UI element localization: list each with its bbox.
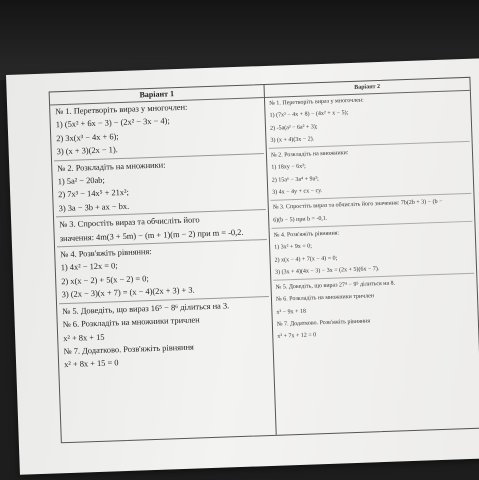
task-2-item-1: 1) 5a² − 20ab;: [57, 175, 105, 187]
task-1-item-2: 2) -5a(a³ − 6a² + 3);: [269, 123, 318, 132]
task-2-item-2: 2) 15a⁶ − 3a⁴ + 9a²;: [271, 175, 319, 184]
task-1-heading: № 1. Перетворіть вираз у многочлен:: [269, 97, 364, 107]
variant-2-title: Варіант 2: [265, 78, 470, 98]
task-5-text: № 5. Доведіть, що вираз 27⁴ − 9⁵ ділиться на 8.: [275, 280, 396, 291]
task-1-item-1: 1) (5x² + 6x − 3) − (2x² − 3x − 4);: [55, 116, 170, 130]
task-6-text: № 6. Розкладіть на множники тричлен: [275, 293, 375, 304]
task-3-text-cont: 6)(b − 5) при b = -0,1.: [273, 215, 328, 224]
task-7-equation: x² + 7x + 12 = 0: [277, 332, 317, 341]
task-4-item-2: 2) x(x − 2) + 5(x − 2) = 0;: [61, 274, 149, 287]
task-4-item-1: 1) 4x² − 12x = 0;: [60, 261, 118, 273]
task-4-item-3: 3) (2x − 3)(x + 7) = (x − 4)(2x + 3) + 3.: [61, 285, 195, 300]
worksheet-table: [49, 77, 479, 444]
paper-sheet: [6, 57, 479, 475]
task-3-text-cont: значення: 4m(3 + 5m) − (m + 1)(m − 2) при m = -0,2.: [59, 227, 244, 243]
task-1-item-1: 1) (7x² − 4x + 8) − (4x² + x − 5);: [269, 110, 349, 120]
task-2-item-2: 2) 7x³ − 14x⁵ + 21x²;: [58, 188, 130, 200]
task-2-heading: № 2. Розкладіть на множники:: [270, 150, 349, 159]
task-2-heading: № 2. Розкладіть на множники:: [57, 160, 166, 173]
variant-1-column: [50, 85, 276, 442]
task-1-item-3: 3) (x + 3)(2x − 1).: [56, 145, 118, 157]
task-6-expression: x² + 8x + 15: [63, 332, 105, 343]
task-4-item-2: 2) x(x − 4) + 7(x − 4) = 0;: [274, 255, 338, 264]
task-7-text: № 7. Додатково. Розв'яжіть рівняння: [276, 318, 371, 328]
task-3-text: № 3. Спростіть вираз та обчисліть його значення: 7b(2b + 3) − (b −: [272, 199, 443, 212]
task-6-expression: x² − 9x + 18: [276, 308, 307, 316]
task-5-text: № 5. Доведіть, що вираз 16⁵ − 8⁶ ділиться на 3.: [62, 301, 230, 316]
task-4-item-3: 3) (3x + 4)(4x − 3) − 3x = (2x + 5)(6x − 7).: [274, 265, 380, 276]
task-7-text: № 7. Додатково. Розв'яжіть рівняння: [63, 342, 194, 357]
task-2-item-1: 1) 18xy − 6x²;: [271, 164, 306, 172]
task-4-heading: № 4. Розв'яжіть рівняння:: [273, 230, 340, 239]
task-4-heading: № 4. Розв'яжіть рівняння:: [60, 247, 152, 260]
task-2-item-3: 3) 4x − 4y + cx − cy.: [272, 188, 323, 196]
task-2-item-3: 3) 3a − 3b + ax − bx.: [58, 201, 130, 214]
task-1-item-3: 3) (x + 4)(3x − 2).: [270, 136, 315, 144]
task-1-heading: № 1. Перетворіть вираз у многочлен:: [55, 102, 188, 117]
task-4-item-1: 1) 3x² + 9x = 0;: [274, 243, 313, 252]
task-6-text: № 6. Розкладіть на множники тричлен: [62, 315, 200, 330]
variant-1-title: Варіант 1: [50, 85, 264, 105]
task-7-equation: x² + 8x + 15 = 0: [63, 358, 119, 370]
task-1-item-2: 2) 3x(x³ − 4x + 6);: [56, 131, 119, 144]
variant-2-column: [265, 78, 479, 435]
task-3-text: № 3. Спростіть вираз та обчисліть його: [59, 215, 200, 230]
